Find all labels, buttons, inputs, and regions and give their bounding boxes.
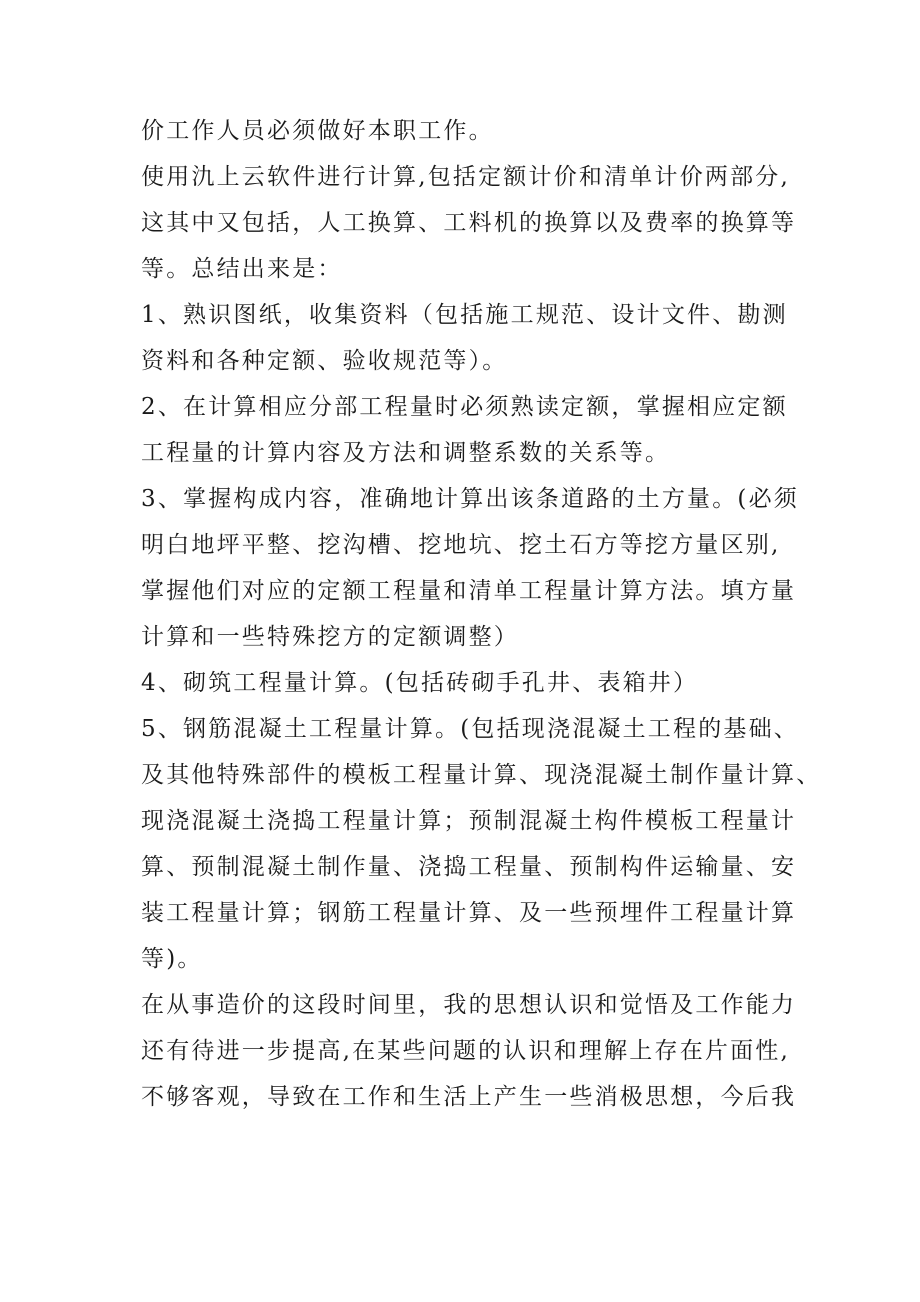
list-item-5: 5、钢筋混凝土工程量计算。(包括现浇混凝土工程的基础、: [141, 716, 800, 742]
text-line: 价工作人员必须做好本职工作。: [141, 118, 494, 144]
text-line: 工程量的计算内容及方法和调整系数的关系等。: [141, 440, 671, 466]
text-line: 现浇混凝土浇捣工程量计算；预制混凝土构件模板工程量计: [141, 808, 797, 834]
text-line: 还有待进一步提高,在某些问题的认识和理解上存在片面性,: [141, 1038, 791, 1064]
list-item-4: 4、砌筑工程量计算。(包括砖砌手孔井、表箱井）: [141, 670, 699, 696]
list-item-1: 1、熟识图纸，收集资料（包括施工规范、设计文件、勘测: [141, 302, 788, 328]
text-line: 计算和一些特殊挖方的定额调整）: [141, 624, 519, 650]
text-line: 算、预制混凝土制作量、浇捣工程量、预制构件运输量、安: [141, 854, 797, 880]
text-line: 这其中又包括，人工换算、工料机的换算以及费率的换算等: [141, 210, 797, 236]
text-line: 在从事造价的这段时间里，我的思想认识和觉悟及工作能力: [141, 992, 797, 1018]
text-line: 资料和各种定额、验收规范等）。: [141, 348, 508, 374]
text-line: 不够客观，导致在工作和生活上产生一些消极思想，今后我: [141, 1084, 797, 1110]
text-line: 明白地坪平整、挖沟槽、挖地坑、挖土石方等挖方量区别,: [141, 532, 781, 558]
list-item-3: 3、掌握构成内容，准确地计算出该条道路的土方量。(必须: [141, 486, 800, 512]
text-line: 等)。: [141, 946, 203, 972]
text-line: 装工程量计算；钢筋工程量计算、及一些预埋件工程量计算: [141, 900, 797, 926]
text-line: 使用氿上云软件进行计算,包括定额计价和清单计价两部分,: [141, 164, 791, 190]
text-line: 掌握他们对应的定额工程量和清单工程量计算方法。填方量: [141, 578, 797, 604]
list-item-2: 2、在计算相应分部工程量时必须熟读定额，掌握相应定额: [141, 394, 788, 420]
document-body: [141, 108, 822, 1120]
text-line: 及其他特殊部件的模板工程量计算、现浇混凝土制作量计算、: [141, 762, 822, 788]
text-line: 等。总结出来是：: [141, 256, 343, 282]
